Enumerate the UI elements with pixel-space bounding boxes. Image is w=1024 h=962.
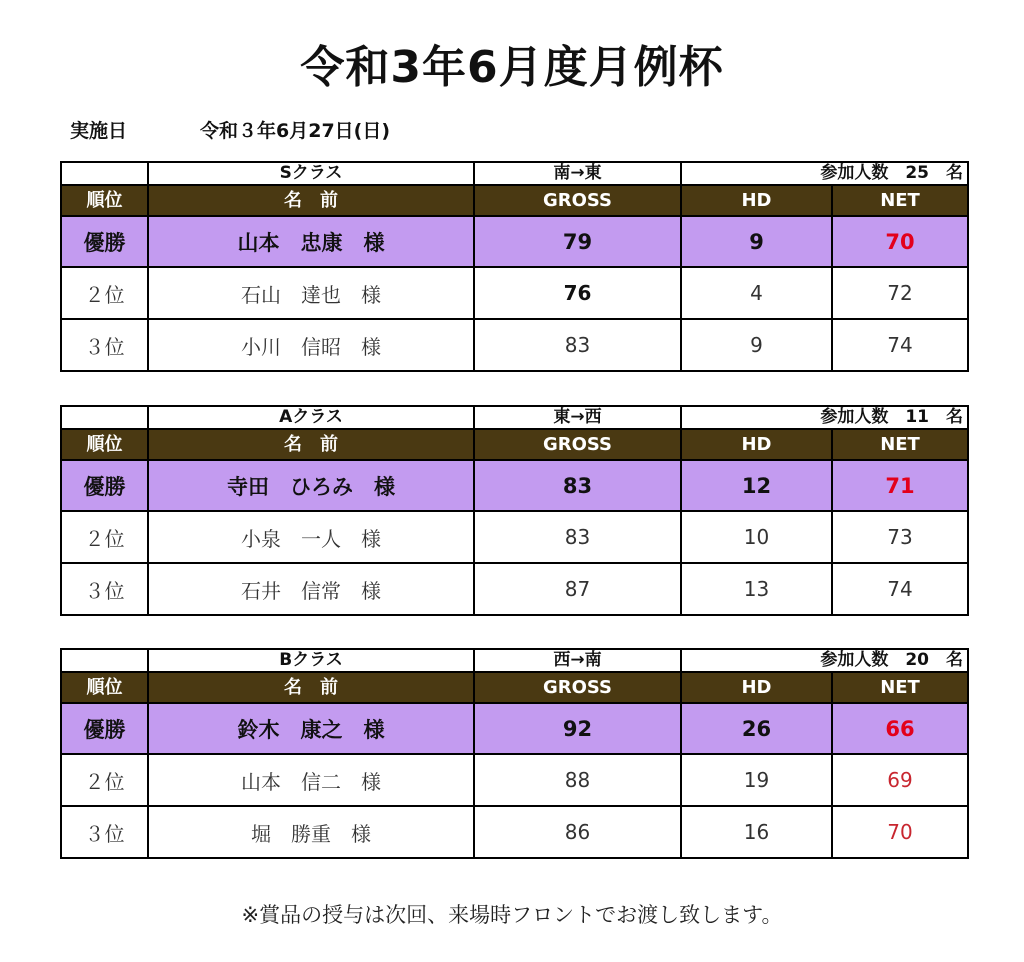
gross-score: 83 bbox=[474, 511, 681, 563]
player-name: 寺田 ひろみ 様 bbox=[148, 460, 474, 511]
name-header: 名 前 bbox=[148, 672, 474, 703]
net-score: 70 bbox=[832, 806, 968, 858]
table-row bbox=[61, 754, 968, 806]
table-row bbox=[61, 319, 968, 371]
date-label: 実施日 bbox=[70, 120, 128, 142]
hd-header: HD bbox=[681, 429, 832, 460]
rank-cell: ３位 bbox=[61, 319, 148, 371]
gross-score: 83 bbox=[474, 319, 681, 371]
player-name: 堀 勝重 様 bbox=[148, 806, 474, 858]
net-header: NET bbox=[832, 185, 968, 216]
gross-score: 86 bbox=[474, 806, 681, 858]
hd-header: HD bbox=[681, 185, 832, 216]
net-score: 66 bbox=[832, 703, 968, 754]
class-name: Bクラス bbox=[148, 649, 474, 672]
handicap: 26 bbox=[681, 703, 832, 754]
player-name: 小川 信昭 様 bbox=[148, 319, 474, 371]
prize-notice: ※賞品の授与は次回、来場時フロントでお渡し致します。 bbox=[241, 903, 783, 927]
rank-header: 順位 bbox=[61, 185, 148, 216]
handicap: 12 bbox=[681, 460, 832, 511]
table-row bbox=[61, 511, 968, 563]
rank-cell: 優勝 bbox=[61, 703, 148, 754]
table-row bbox=[61, 216, 968, 267]
table-row bbox=[61, 267, 968, 319]
class-table-s bbox=[60, 161, 969, 372]
rank-header: 順位 bbox=[61, 672, 148, 703]
player-name: 石井 信常 様 bbox=[148, 563, 474, 615]
rank-header: 順位 bbox=[61, 429, 148, 460]
net-header: NET bbox=[832, 429, 968, 460]
rank-cell: ２位 bbox=[61, 267, 148, 319]
gross-score: 79 bbox=[474, 216, 681, 267]
net-score: 72 bbox=[832, 267, 968, 319]
participant-count: 参加人数 25 名 bbox=[681, 162, 968, 185]
table-row bbox=[61, 460, 968, 511]
gross-score: 92 bbox=[474, 703, 681, 754]
column-header-row bbox=[61, 185, 968, 216]
handicap: 9 bbox=[681, 319, 832, 371]
gross-score: 83 bbox=[474, 460, 681, 511]
net-score: 74 bbox=[832, 319, 968, 371]
course-route: 東→西 bbox=[474, 406, 681, 429]
handicap: 10 bbox=[681, 511, 832, 563]
player-name: 山本 忠康 様 bbox=[148, 216, 474, 267]
column-header-row bbox=[61, 429, 968, 460]
table-row bbox=[61, 703, 968, 754]
gross-score: 87 bbox=[474, 563, 681, 615]
course-route: 南→東 bbox=[474, 162, 681, 185]
player-name: 鈴木 康之 様 bbox=[148, 703, 474, 754]
table-row bbox=[61, 806, 968, 858]
gross-header: GROSS bbox=[474, 672, 681, 703]
rank-cell: ２位 bbox=[61, 754, 148, 806]
participant-count: 参加人数 11 名 bbox=[681, 406, 968, 429]
net-score: 74 bbox=[832, 563, 968, 615]
handicap: 13 bbox=[681, 563, 832, 615]
class-info-row bbox=[61, 162, 968, 185]
rank-cell: 優勝 bbox=[61, 216, 148, 267]
blank-cell bbox=[61, 649, 148, 672]
handicap: 4 bbox=[681, 267, 832, 319]
gross-score: 76 bbox=[474, 267, 681, 319]
rank-cell: ３位 bbox=[61, 563, 148, 615]
blank-cell bbox=[61, 406, 148, 429]
course-route: 西→南 bbox=[474, 649, 681, 672]
handicap: 9 bbox=[681, 216, 832, 267]
name-header: 名 前 bbox=[148, 185, 474, 216]
hd-header: HD bbox=[681, 672, 832, 703]
table-row bbox=[61, 563, 968, 615]
net-score: 69 bbox=[832, 754, 968, 806]
player-name: 小泉 一人 様 bbox=[148, 511, 474, 563]
net-score: 73 bbox=[832, 511, 968, 563]
participant-count: 参加人数 20 名 bbox=[681, 649, 968, 672]
handicap: 16 bbox=[681, 806, 832, 858]
rank-cell: ３位 bbox=[61, 806, 148, 858]
gross-score: 88 bbox=[474, 754, 681, 806]
page-title: 令和3年6月度月例杯 bbox=[300, 42, 724, 93]
class-info-row bbox=[61, 649, 968, 672]
net-score: 70 bbox=[832, 216, 968, 267]
class-table-b bbox=[60, 648, 969, 859]
class-name: Sクラス bbox=[148, 162, 474, 185]
class-info-row bbox=[61, 406, 968, 429]
rank-cell: ２位 bbox=[61, 511, 148, 563]
rank-cell: 優勝 bbox=[61, 460, 148, 511]
net-score: 71 bbox=[832, 460, 968, 511]
gross-header: GROSS bbox=[474, 429, 681, 460]
class-name: Aクラス bbox=[148, 406, 474, 429]
class-table-a bbox=[60, 405, 969, 616]
handicap: 19 bbox=[681, 754, 832, 806]
gross-header: GROSS bbox=[474, 185, 681, 216]
date-value: 令和３年6月27日(日) bbox=[200, 120, 391, 142]
name-header: 名 前 bbox=[148, 429, 474, 460]
net-header: NET bbox=[832, 672, 968, 703]
player-name: 石山 達也 様 bbox=[148, 267, 474, 319]
player-name: 山本 信二 様 bbox=[148, 754, 474, 806]
blank-cell bbox=[61, 162, 148, 185]
column-header-row bbox=[61, 672, 968, 703]
